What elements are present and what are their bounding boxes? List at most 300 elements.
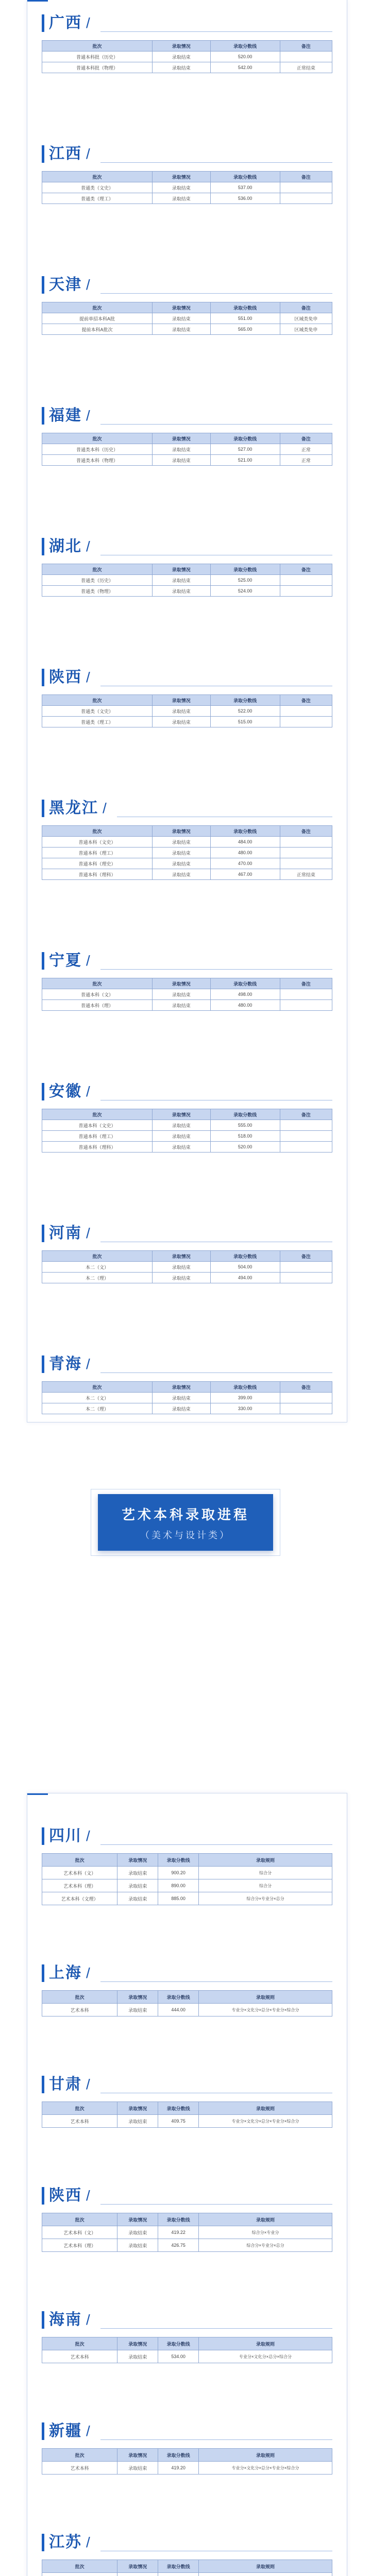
table-cell: 900.20 xyxy=(158,1867,199,1879)
table-header-row xyxy=(42,1382,332,1393)
column-header: 录取情况 xyxy=(152,433,210,444)
province-name: 陕西 xyxy=(49,2187,82,2204)
column-header: 批次 xyxy=(42,1251,153,1262)
admission-table xyxy=(42,171,332,204)
table-header-row xyxy=(42,564,332,575)
province-header xyxy=(42,142,332,166)
column-header: 录取分数线 xyxy=(210,1251,280,1262)
table-cell: 录取结束 xyxy=(117,1879,158,1892)
table-cell: 录取结束 xyxy=(152,1131,210,1142)
table-row xyxy=(42,2226,332,2239)
table-cell: 艺术本科 xyxy=(42,2350,117,2363)
header-rule xyxy=(100,2328,332,2329)
table-cell: 本二（文） xyxy=(42,1262,153,1273)
table-row xyxy=(42,858,332,869)
table-cell xyxy=(280,989,332,1000)
table-cell: 536.00 xyxy=(210,193,280,204)
table-cell: 综合分×专业分×总分 xyxy=(199,2239,332,2252)
column-header: 录取情况 xyxy=(152,826,210,837)
table-header-row xyxy=(42,41,332,52)
table-cell: 885.00 xyxy=(158,1892,199,1905)
province-bar-accent xyxy=(42,538,44,555)
table-cell: 普通本科（理科） xyxy=(42,869,153,880)
slash-divider: / xyxy=(86,2534,91,2550)
slash-divider: / xyxy=(86,669,91,685)
column-header: 录取分数线 xyxy=(210,978,280,989)
table-cell xyxy=(280,1262,332,1273)
corner-accent xyxy=(27,1793,48,1795)
province-header xyxy=(42,273,332,297)
table-cell xyxy=(280,193,332,204)
table-row xyxy=(42,182,332,193)
column-header: 录取分数线 xyxy=(158,2337,199,2350)
province-name: 宁夏 xyxy=(49,952,82,969)
admission-table xyxy=(42,1990,332,2016)
province-title xyxy=(49,406,91,426)
table-cell: 录取结束 xyxy=(152,848,210,858)
table-cell: 484.00 xyxy=(210,837,280,848)
column-header: 批次 xyxy=(42,978,153,989)
table-cell: 普通本科批（历史） xyxy=(42,52,153,62)
table-cell: 录取结束 xyxy=(152,193,210,204)
table-cell: 527.00 xyxy=(210,444,280,455)
table-cell: 艺术本科 xyxy=(42,2115,117,2128)
province-title xyxy=(49,2421,91,2441)
province-bar-accent xyxy=(42,276,44,294)
table-cell: 艺术本科（文） xyxy=(42,2226,117,2239)
table-header-row xyxy=(42,695,332,706)
table-cell: 录取结束 xyxy=(152,989,210,1000)
banner-title: 艺术本科录取进程 xyxy=(121,1507,249,1522)
province-bar-accent xyxy=(42,669,44,686)
column-header: 录取情况 xyxy=(152,302,210,313)
column-header: 录取分数线 xyxy=(158,2213,199,2226)
column-header: 备注 xyxy=(280,41,332,52)
column-header: 录取分数线 xyxy=(210,1109,280,1120)
column-header: 录取情况 xyxy=(152,41,210,52)
table-cell: 艺术本科（文） xyxy=(42,1867,117,1879)
admission-table xyxy=(42,1381,332,1414)
table-cell: 534.00 xyxy=(158,2350,199,2363)
table-cell: 区域类免申 xyxy=(280,324,332,335)
province-name: 海南 xyxy=(49,2311,82,2328)
column-header: 录取分数线 xyxy=(210,302,280,313)
table-cell: 494.00 xyxy=(210,1273,280,1283)
province-section xyxy=(42,1824,332,1905)
column-header: 批次 xyxy=(42,1109,153,1120)
column-header: 录取分数线 xyxy=(210,433,280,444)
province-header xyxy=(42,2531,332,2554)
table-cell: 综合分×专业分 xyxy=(199,2226,332,2239)
table-row xyxy=(42,869,332,880)
column-header: 批次 xyxy=(42,2213,117,2226)
province-section xyxy=(42,2531,332,2576)
table-row xyxy=(42,717,332,727)
column-header: 备注 xyxy=(280,1109,332,1120)
table-header-row xyxy=(42,1991,332,2004)
table-cell: 录取结束 xyxy=(152,1120,210,1131)
province-title xyxy=(49,2533,91,2552)
province-bar-accent xyxy=(42,2422,44,2440)
banner-subtitle: （美术与设计类） xyxy=(140,1530,231,1540)
table-cell: 专业分×文化分×总分×专业分×综合分 xyxy=(199,2462,332,2475)
table-cell xyxy=(280,575,332,586)
table-cell: 419.22 xyxy=(158,2226,199,2239)
column-header: 录取情况 xyxy=(117,2560,158,2573)
column-header: 录取分数线 xyxy=(158,1854,199,1867)
slash-divider: / xyxy=(86,408,91,423)
table-cell xyxy=(42,2573,117,2576)
province-bar-accent xyxy=(42,2311,44,2329)
table-header-row xyxy=(42,2213,332,2226)
province-header xyxy=(42,949,332,973)
header-rule xyxy=(100,2204,332,2205)
province-title xyxy=(49,1082,91,1101)
province-title xyxy=(49,144,91,164)
province-bar-accent xyxy=(42,14,44,32)
province-name: 上海 xyxy=(49,1964,82,1981)
table-row xyxy=(42,706,332,717)
slash-divider: / xyxy=(86,1828,91,1844)
province-header xyxy=(42,2419,332,2443)
table-row xyxy=(42,52,332,62)
table-cell: 542.00 xyxy=(210,62,280,73)
table-cell xyxy=(280,1403,332,1414)
admission-table xyxy=(42,2213,332,2252)
column-header: 录取分数线 xyxy=(210,172,280,182)
province-section xyxy=(42,2419,332,2475)
table-row xyxy=(42,62,332,73)
column-header: 批次 xyxy=(42,302,153,313)
table-cell: 录取结束 xyxy=(152,1273,210,1283)
admission-table xyxy=(42,302,332,335)
table-cell: 录取结束 xyxy=(152,455,210,466)
table-cell: 518.00 xyxy=(210,1131,280,1142)
province-header xyxy=(42,2184,332,2208)
table-header-row xyxy=(42,1251,332,1262)
table-header-row xyxy=(42,302,332,313)
table-cell: 480.00 xyxy=(210,848,280,858)
column-header: 批次 xyxy=(42,433,153,444)
column-header: 录取情况 xyxy=(117,2102,158,2115)
corner-accent xyxy=(27,0,48,2)
province-title xyxy=(49,951,91,971)
table-cell: 录取结束 xyxy=(152,324,210,335)
table-cell xyxy=(199,2573,332,2576)
table-cell: 普通本科（文史） xyxy=(42,837,153,848)
table-cell: 本二（理） xyxy=(42,1403,153,1414)
table-cell: 艺术本科（理） xyxy=(42,1879,117,1892)
table-header-row xyxy=(42,978,332,989)
table-header-row xyxy=(42,2560,332,2573)
column-header: 录取分数线 xyxy=(158,2560,199,2573)
table-cell: 537.00 xyxy=(210,182,280,193)
table-header-row xyxy=(42,172,332,182)
table-header-row xyxy=(42,826,332,837)
column-header: 录取分数线 xyxy=(210,41,280,52)
table-cell: 498.00 xyxy=(210,989,280,1000)
province-header xyxy=(42,796,332,820)
table-cell: 330.00 xyxy=(210,1403,280,1414)
province-name: 甘肃 xyxy=(49,2076,82,2093)
table-row xyxy=(42,848,332,858)
admission-table xyxy=(42,1853,332,1905)
column-header: 批次 xyxy=(42,2337,117,2350)
table-header-row xyxy=(42,433,332,444)
province-name: 福建 xyxy=(49,407,82,424)
province-header xyxy=(42,11,332,35)
table-row xyxy=(42,313,332,324)
admission-table xyxy=(42,2448,332,2475)
column-header: 录取情况 xyxy=(117,1991,158,2004)
province-section xyxy=(42,796,332,880)
column-header: 批次 xyxy=(42,2449,117,2462)
slash-divider: / xyxy=(86,538,91,554)
column-header: 批次 xyxy=(42,1991,117,2004)
province-section xyxy=(42,1080,332,1153)
slash-divider: / xyxy=(86,2423,91,2439)
column-header: 备注 xyxy=(280,302,332,313)
table-cell: 录取结束 xyxy=(152,717,210,727)
table-cell: 444.00 xyxy=(158,2004,199,2016)
slash-divider: / xyxy=(86,1225,91,1241)
slash-divider: / xyxy=(86,15,91,31)
province-title xyxy=(49,1224,91,1243)
column-header: 批次 xyxy=(42,564,153,575)
table-cell: 录取结束 xyxy=(152,444,210,455)
table-cell: 提前本科A批次 xyxy=(42,324,153,335)
province-section xyxy=(42,535,332,597)
table-row xyxy=(42,1273,332,1283)
column-header: 录取情况 xyxy=(152,978,210,989)
table-cell xyxy=(280,182,332,193)
table-cell xyxy=(280,1131,332,1142)
province-name: 湖北 xyxy=(49,538,82,555)
province-name: 青海 xyxy=(49,1355,82,1372)
admission-table xyxy=(42,433,332,466)
table-cell: 890.00 xyxy=(158,1879,199,1892)
table-row xyxy=(42,1879,332,1892)
admission-table xyxy=(42,2337,332,2363)
table-cell: 正常结束 xyxy=(280,869,332,880)
slash-divider: / xyxy=(86,2076,91,2092)
table-cell xyxy=(117,2573,158,2576)
column-header: 录取分数线 xyxy=(210,695,280,706)
table-cell: 普通类（文史） xyxy=(42,182,153,193)
header-rule xyxy=(100,424,332,425)
table-header-row xyxy=(42,1854,332,1867)
province-header xyxy=(42,1824,332,1848)
slash-divider: / xyxy=(86,1083,91,1099)
province-section xyxy=(42,2308,332,2363)
table-cell: 艺术本科（文理） xyxy=(42,1892,117,1905)
column-header: 录取情况 xyxy=(152,564,210,575)
column-header: 录取情况 xyxy=(117,2449,158,2462)
table-cell: 录取结束 xyxy=(152,1262,210,1273)
table-cell: 专业分×文化分×总分×综合分 xyxy=(199,2350,332,2363)
column-header: 批次 xyxy=(42,826,153,837)
table-cell: 524.00 xyxy=(210,586,280,597)
column-header: 备注 xyxy=(280,172,332,182)
table-row xyxy=(42,1403,332,1414)
column-header: 录取情况 xyxy=(152,172,210,182)
table-cell: 普通本科（理工） xyxy=(42,848,153,858)
table-cell: 本二（文） xyxy=(42,1393,153,1403)
table-row xyxy=(42,455,332,466)
column-header: 录取分数线 xyxy=(210,564,280,575)
table-cell: 艺术本科 xyxy=(42,2462,117,2475)
admission-card-art xyxy=(27,1793,347,2576)
table-cell: 录取结束 xyxy=(152,182,210,193)
table-row xyxy=(42,2239,332,2252)
table-row xyxy=(42,1131,332,1142)
table-cell: 录取结束 xyxy=(152,575,210,586)
table-cell xyxy=(280,1142,332,1153)
table-cell: 专业分×文化分×总分×专业分×综合分 xyxy=(199,2115,332,2128)
province-header xyxy=(42,1961,332,1985)
province-title xyxy=(49,799,108,818)
table-cell: 录取结束 xyxy=(152,858,210,869)
admission-table xyxy=(42,978,332,1011)
header-rule xyxy=(100,969,332,970)
province-header xyxy=(42,2073,332,2096)
province-header xyxy=(42,1080,332,1104)
column-header: 录取规则 xyxy=(199,2449,332,2462)
province-name: 陕西 xyxy=(49,669,82,686)
table-header-row xyxy=(42,2449,332,2462)
table-cell: 录取结束 xyxy=(117,2226,158,2239)
column-header: 录取情况 xyxy=(152,695,210,706)
table-cell: 525.00 xyxy=(210,575,280,586)
table-cell: 提前单招本科A批 xyxy=(42,313,153,324)
table-cell: 艺术本科 xyxy=(42,2004,117,2016)
slash-divider: / xyxy=(86,277,91,293)
province-header xyxy=(42,2308,332,2332)
province-bar-accent xyxy=(42,1964,44,1982)
column-header: 录取分数线 xyxy=(210,1382,280,1393)
table-cell: 普通本科（理） xyxy=(42,1000,153,1011)
province-name: 安徽 xyxy=(49,1083,82,1100)
province-bar-accent xyxy=(42,1225,44,1242)
province-header xyxy=(42,535,332,558)
column-header: 录取情况 xyxy=(117,2337,158,2350)
table-cell: 录取结束 xyxy=(117,2350,158,2363)
table-cell: 419.20 xyxy=(158,2462,199,2475)
province-section xyxy=(42,1352,332,1414)
slash-divider: / xyxy=(86,1965,91,1981)
table-row xyxy=(42,837,332,848)
province-title xyxy=(49,2075,91,2094)
table-cell: 录取结束 xyxy=(152,52,210,62)
table-row xyxy=(42,2004,332,2016)
column-header: 备注 xyxy=(280,1382,332,1393)
table-cell xyxy=(280,717,332,727)
column-header: 录取分数线 xyxy=(158,2449,199,2462)
table-cell: 录取结束 xyxy=(117,1892,158,1905)
table-cell xyxy=(280,586,332,597)
column-header: 录取规则 xyxy=(199,2337,332,2350)
column-header: 批次 xyxy=(42,695,153,706)
art-banner xyxy=(98,1494,273,1551)
table-cell: 录取结束 xyxy=(152,706,210,717)
province-title xyxy=(49,668,91,687)
slash-divider: / xyxy=(86,953,91,969)
admission-table xyxy=(42,1250,332,1283)
table-cell: 520.00 xyxy=(210,1142,280,1153)
table-cell: 普通本科（文史） xyxy=(42,1120,153,1131)
table-cell: 普通类（理工） xyxy=(42,193,153,204)
column-header: 备注 xyxy=(280,1251,332,1262)
column-header: 录取情况 xyxy=(152,1109,210,1120)
header-rule xyxy=(100,1844,332,1845)
table-row xyxy=(42,2462,332,2475)
column-header: 批次 xyxy=(42,172,153,182)
table-header-row xyxy=(42,2102,332,2115)
province-title xyxy=(49,13,91,33)
header-rule xyxy=(100,2439,332,2440)
table-cell: 录取结束 xyxy=(152,62,210,73)
province-section xyxy=(42,142,332,204)
table-cell: 普通类本科（历史） xyxy=(42,444,153,455)
admission-table xyxy=(42,825,332,880)
table-cell: 普通本科（理科） xyxy=(42,1142,153,1153)
province-name: 四川 xyxy=(49,1827,82,1844)
table-cell: 普通本科（理史） xyxy=(42,858,153,869)
table-cell: 551.00 xyxy=(210,313,280,324)
province-section xyxy=(42,2073,332,2128)
table-cell: 467.00 xyxy=(210,869,280,880)
column-header: 录取情况 xyxy=(117,1854,158,1867)
table-cell: 录取结束 xyxy=(152,837,210,848)
table-cell: 录取结束 xyxy=(152,1142,210,1153)
province-section xyxy=(42,666,332,727)
admission-table xyxy=(42,2102,332,2128)
province-bar-accent xyxy=(42,2187,44,2205)
province-name: 天津 xyxy=(49,276,82,293)
province-name: 河南 xyxy=(49,1225,82,1242)
table-cell: 555.00 xyxy=(210,1120,280,1131)
column-header: 批次 xyxy=(42,1382,153,1393)
header-rule xyxy=(100,31,332,32)
column-header: 录取规则 xyxy=(199,2560,332,2573)
province-bar-accent xyxy=(42,407,44,425)
column-header: 备注 xyxy=(280,433,332,444)
table-row xyxy=(42,1142,332,1153)
header-rule xyxy=(100,293,332,294)
province-section xyxy=(42,1222,332,1283)
province-header xyxy=(42,1222,332,1245)
table-cell: 正常 xyxy=(280,444,332,455)
table-cell xyxy=(280,837,332,848)
table-cell: 409.75 xyxy=(158,2115,199,2128)
table-cell: 录取结束 xyxy=(152,869,210,880)
table-row xyxy=(42,1000,332,1011)
table-header-row xyxy=(42,2337,332,2350)
table-cell: 480.00 xyxy=(210,1000,280,1011)
table-cell: 录取结束 xyxy=(117,1867,158,1879)
table-cell: 普通类本科（物理） xyxy=(42,455,153,466)
column-header: 批次 xyxy=(42,2102,117,2115)
column-header: 录取分数线 xyxy=(158,1991,199,2004)
table-cell xyxy=(280,1273,332,1283)
table-row xyxy=(42,989,332,1000)
slash-divider: / xyxy=(86,2312,91,2328)
province-bar-accent xyxy=(42,800,44,817)
table-cell: 504.00 xyxy=(210,1262,280,1273)
province-title xyxy=(49,1963,91,1983)
table-cell xyxy=(158,2573,199,2576)
table-cell xyxy=(280,848,332,858)
